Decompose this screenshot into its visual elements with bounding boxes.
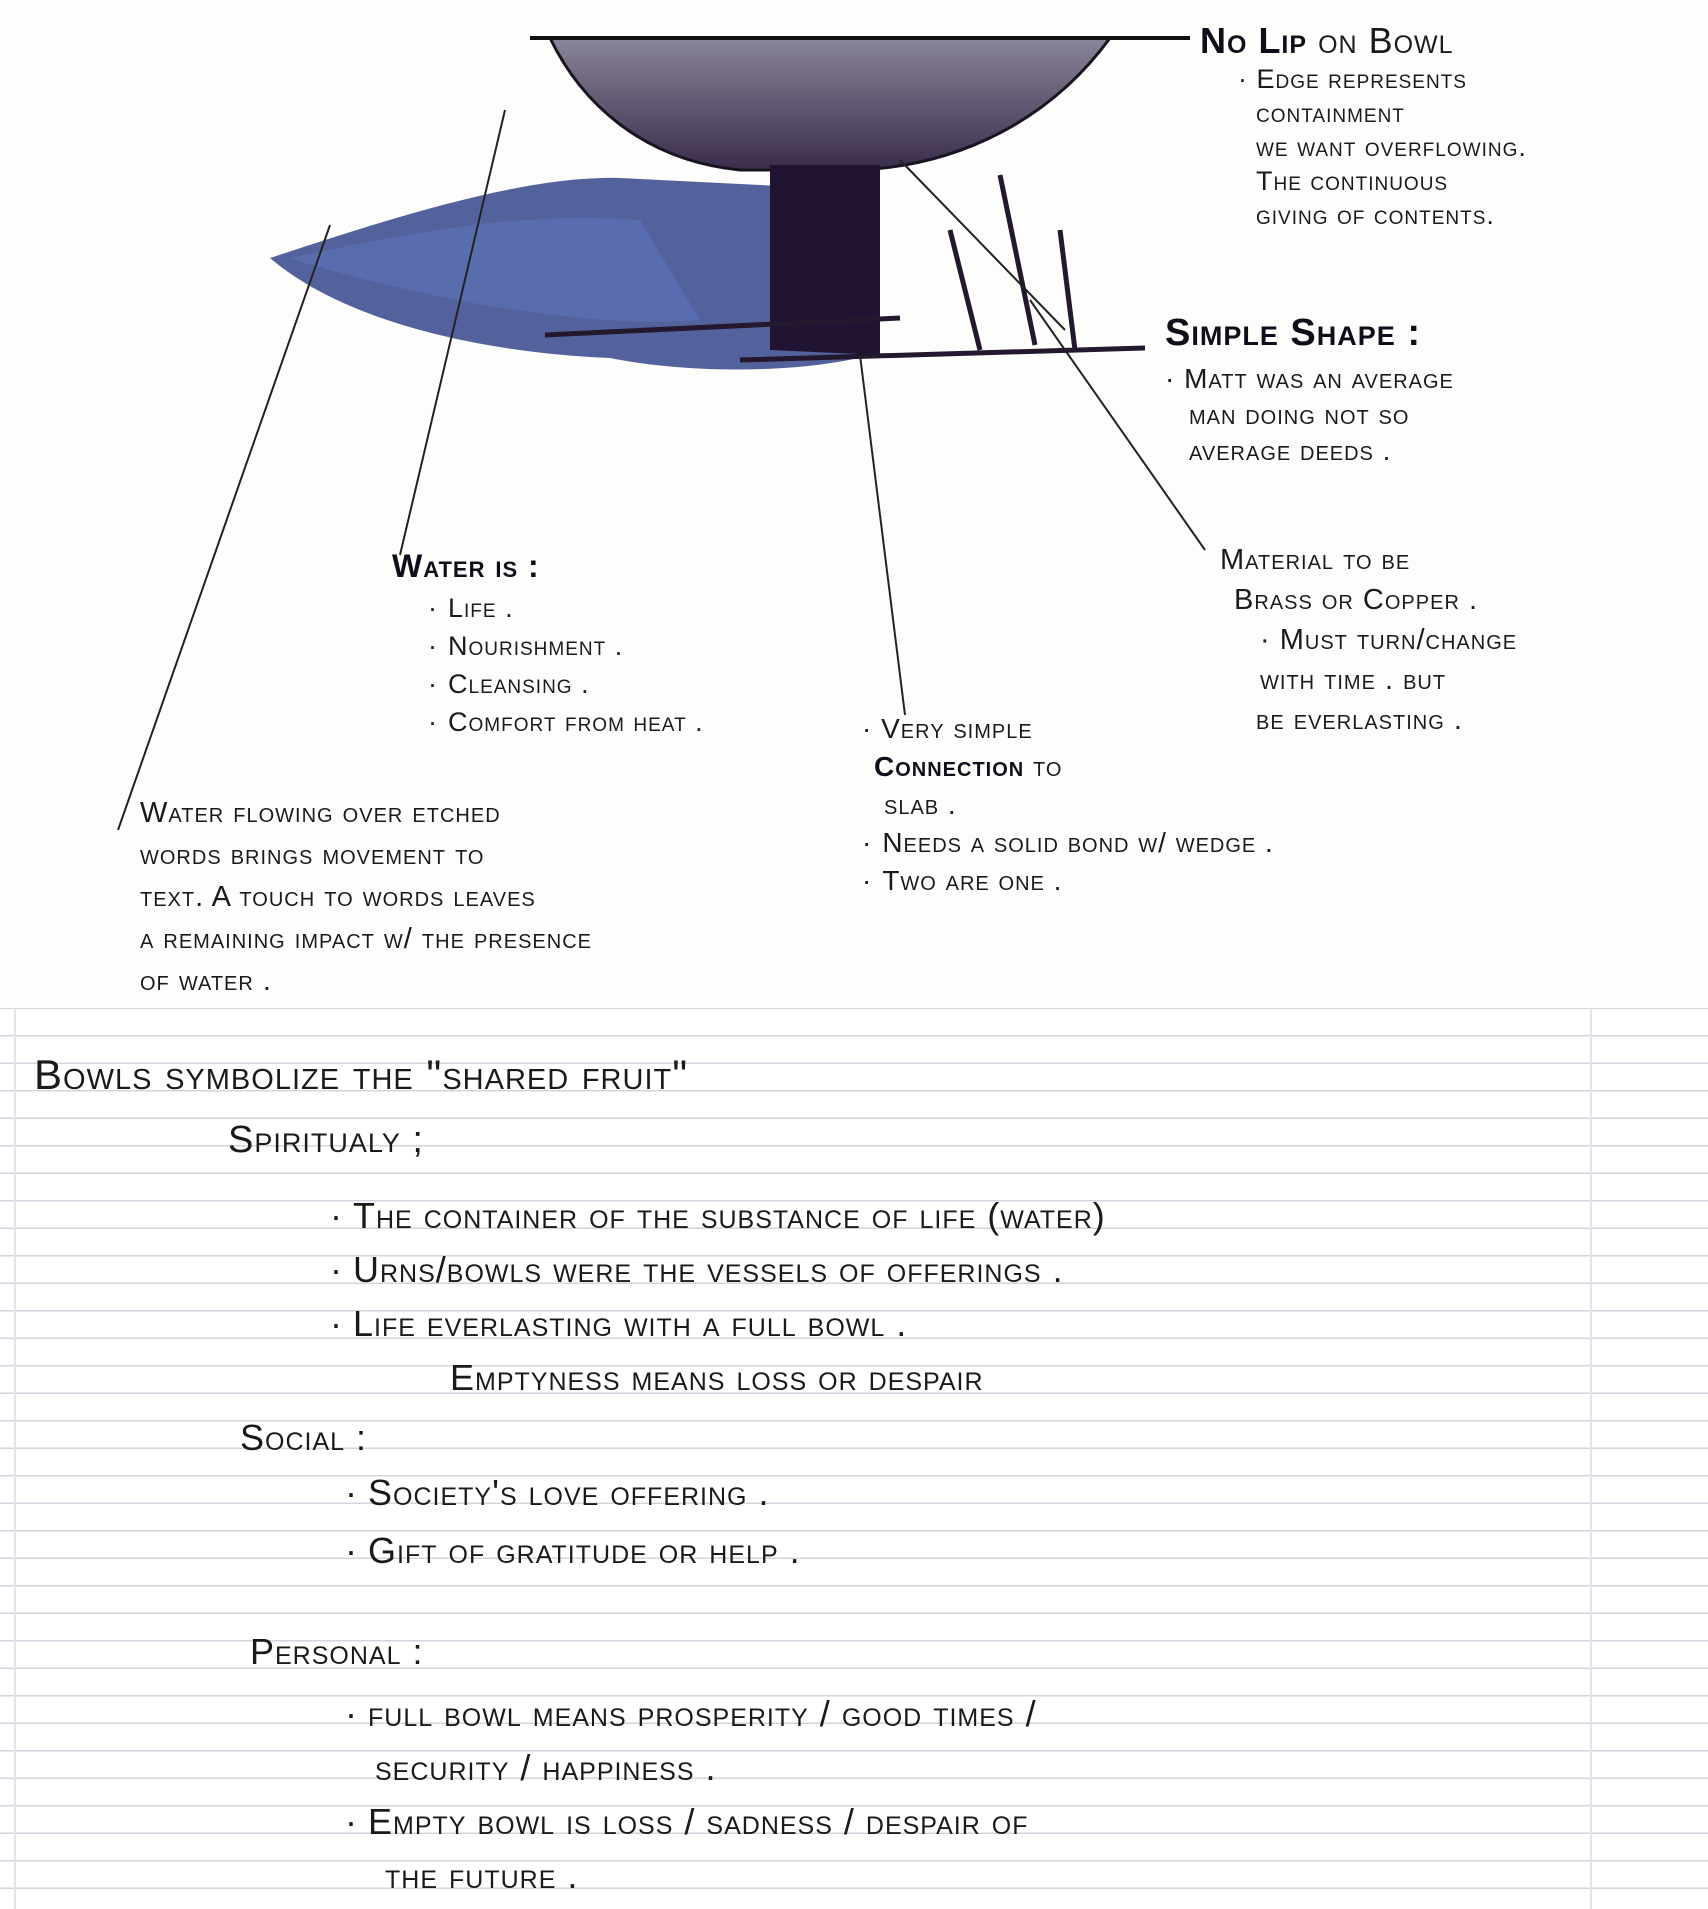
water-item: · Comfort from heat .	[428, 703, 704, 741]
simple-shape-heading: Simple Shape :	[1165, 312, 1421, 354]
material-line: Brass or Copper .	[1234, 584, 1478, 616]
water-flowing-line: text. A touch to words leaves	[140, 881, 536, 913]
social-item: · Gift of gratitude or help .	[345, 1522, 801, 1580]
connection-item: · Needs a solid bond w/ wedge .	[862, 824, 1274, 862]
personal-list	[345, 1687, 1037, 1903]
personal-item: · Empty bowl is loss / sadness / despair of	[345, 1795, 1037, 1849]
lip-line: · Edge represents	[1238, 64, 1467, 94]
bowl-pedestal	[770, 165, 880, 355]
water-flowing-line: a remaining impact w/ the presence	[140, 923, 593, 955]
water-flowing-line: Water flowing over etched	[140, 797, 501, 829]
connection-note	[862, 710, 1274, 900]
spiritual-list	[330, 1189, 1106, 1405]
personal-item: · full bowl means prosperity / good times /	[345, 1687, 1037, 1741]
left-margin-rule	[14, 1009, 16, 1909]
connection-bold: Connection	[874, 751, 1025, 782]
lip-heading-bold: No Lip	[1200, 20, 1308, 61]
spiritual-item: · Life everlasting with a full bowl .	[330, 1297, 1106, 1351]
material-line: be everlasting .	[1256, 704, 1463, 736]
connection-to: to	[1024, 751, 1063, 782]
lip-line: containment	[1256, 98, 1405, 128]
lip-line: giving of contents.	[1256, 200, 1495, 230]
personal-continuation: the future .	[385, 1855, 579, 1896]
lip-heading-rest: on Bowl	[1307, 20, 1454, 61]
water-flowing-line: of water .	[140, 965, 272, 997]
lip-line: we want overflowing.	[1256, 132, 1527, 162]
right-margin-rule	[1590, 1009, 1592, 1909]
water-item: · Nourishment .	[428, 627, 704, 665]
bowl-body	[550, 38, 1110, 170]
water-note	[392, 548, 704, 741]
material-line: with time . but	[1260, 664, 1447, 696]
simple-shape-line: man doing not so	[1189, 399, 1410, 430]
water-item: · Cleansing .	[428, 665, 704, 703]
notebook-title: Bowls symbolize the "shared fruit"	[34, 1051, 689, 1098]
leader-shape	[900, 160, 1065, 330]
material-line: Material to be	[1220, 544, 1411, 576]
connection-item: · Two are one .	[862, 862, 1274, 900]
personal-heading: Personal :	[250, 1631, 424, 1672]
social-item: · Society's love offering .	[345, 1464, 801, 1522]
personal-continuation: security / happiness .	[375, 1747, 717, 1788]
connection-line1: · Very simple	[862, 713, 1033, 744]
water-heading: Water is :	[392, 548, 540, 584]
leader-water-flowing	[118, 225, 330, 830]
leader-connection	[860, 355, 905, 715]
lip-note	[1200, 20, 1527, 232]
spiritual-item: · Urns/bowls were the vessels of offerings .	[330, 1243, 1106, 1297]
spiritual-item: · The container of the substance of life (water)	[330, 1189, 1106, 1243]
lip-line: The continuous	[1256, 166, 1449, 196]
lined-notebook-page	[0, 1008, 1708, 1909]
water-flowing-line: words brings movement to	[140, 839, 485, 871]
material-line: · Must turn/change	[1260, 624, 1518, 656]
water-item: · Life .	[428, 589, 704, 627]
spiritual-subline: Emptyness means loss or despair	[450, 1357, 984, 1398]
social-heading: Social :	[240, 1417, 368, 1458]
water-flowing-note	[140, 792, 592, 1002]
spiritual-heading: Spiritualy ;	[228, 1119, 424, 1161]
simple-shape-line: · Matt was an average	[1165, 363, 1454, 394]
simple-shape-line: average deeds .	[1189, 435, 1392, 466]
simple-shape-note	[1165, 312, 1454, 469]
connection-line3: slab .	[884, 789, 957, 820]
social-list	[345, 1464, 801, 1580]
